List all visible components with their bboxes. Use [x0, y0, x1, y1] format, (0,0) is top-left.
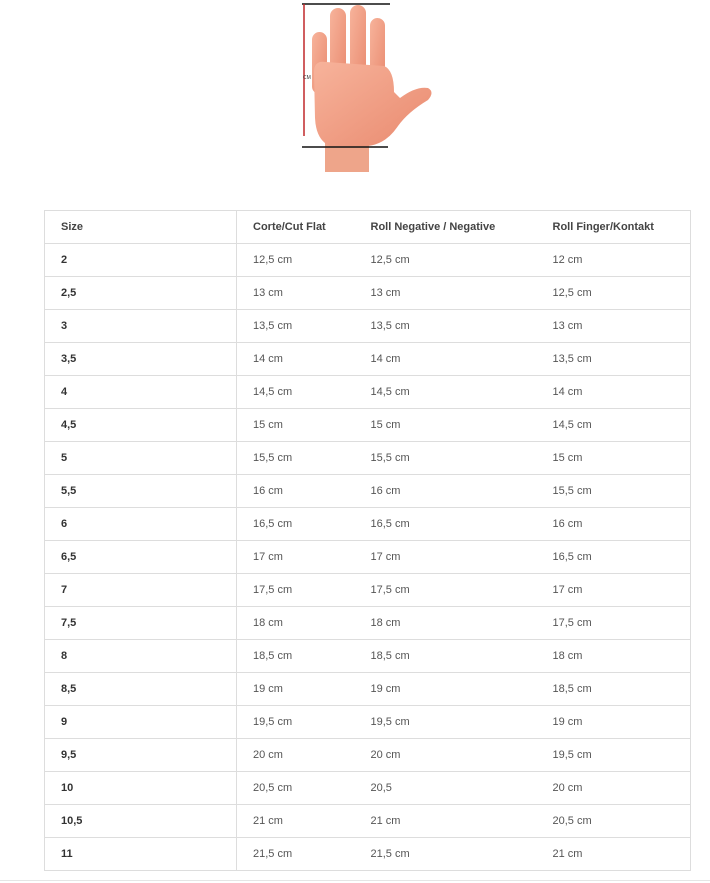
measurement-cell: 15,5 cm: [355, 442, 537, 475]
measurement-cell: 14 cm: [537, 376, 691, 409]
measurement-cell: 17 cm: [537, 574, 691, 607]
size-cell: 6,5: [45, 541, 237, 574]
size-cell: 2: [45, 244, 237, 277]
table-row: [45, 541, 691, 574]
measurement-cell: 17,5 cm: [237, 574, 355, 607]
measurement-cell: 12,5 cm: [355, 244, 537, 277]
size-cell: 7: [45, 574, 237, 607]
header-corte-cut-flat: Corte/Cut Flat: [237, 211, 355, 244]
measurement-cell: 15,5 cm: [237, 442, 355, 475]
measurement-cell: 14,5 cm: [537, 409, 691, 442]
measurement-cell: 21 cm: [237, 805, 355, 838]
size-cell: 11: [45, 838, 237, 871]
measurement-cell: 21 cm: [355, 805, 537, 838]
measurement-cell: 12,5 cm: [237, 244, 355, 277]
measurement-cell: 20 cm: [237, 739, 355, 772]
measurement-cell: 19,5 cm: [237, 706, 355, 739]
table-row: [45, 376, 691, 409]
size-cell: 2,5: [45, 277, 237, 310]
size-cell: 9: [45, 706, 237, 739]
table-row: [45, 706, 691, 739]
measurement-cell: 15 cm: [537, 442, 691, 475]
table-row: [45, 805, 691, 838]
header-roll-negative: Roll Negative / Negative: [355, 211, 537, 244]
measurement-cell: 21,5 cm: [355, 838, 537, 871]
measurement-cell: 18,5 cm: [237, 640, 355, 673]
table-row: [45, 508, 691, 541]
measurement-cell: 12,5 cm: [537, 277, 691, 310]
size-cell: 4,5: [45, 409, 237, 442]
measurement-cell: 19,5 cm: [537, 739, 691, 772]
measurement-cell: 19,5 cm: [355, 706, 537, 739]
size-cell: 5,5: [45, 475, 237, 508]
table-row: [45, 574, 691, 607]
measurement-cell: 12 cm: [537, 244, 691, 277]
bottom-divider: [0, 880, 710, 881]
measurement-cell: 16,5 cm: [237, 508, 355, 541]
measurement-cell: 14 cm: [237, 343, 355, 376]
measurement-cell: 21,5 cm: [237, 838, 355, 871]
header-size: Size: [45, 211, 237, 244]
measurement-cell: 15 cm: [237, 409, 355, 442]
measurement-cell: 20 cm: [355, 739, 537, 772]
table-row: [45, 838, 691, 871]
table-row: [45, 673, 691, 706]
measurement-cell: 18,5 cm: [537, 673, 691, 706]
measurement-cell: 14,5 cm: [237, 376, 355, 409]
measurement-cell: 15 cm: [355, 409, 537, 442]
size-cell: 5: [45, 442, 237, 475]
header-roll-finger-kontakt: Roll Finger/Kontakt: [537, 211, 691, 244]
measurement-cell: 20,5 cm: [537, 805, 691, 838]
measurement-cell: 13,5 cm: [537, 343, 691, 376]
measurement-cell: 18 cm: [237, 607, 355, 640]
measurement-cell: 17,5 cm: [537, 607, 691, 640]
hand-measurement-icon: [290, 0, 440, 176]
table-row: [45, 409, 691, 442]
measurement-cell: 14 cm: [355, 343, 537, 376]
measurement-cell: 13,5 cm: [237, 310, 355, 343]
measurement-cell: 13,5 cm: [355, 310, 537, 343]
measurement-cell: 20 cm: [537, 772, 691, 805]
size-chart-table: [44, 210, 691, 871]
measurement-cell: 17 cm: [237, 541, 355, 574]
measurement-cell: 14,5 cm: [355, 376, 537, 409]
table-row: [45, 475, 691, 508]
size-cell: 3,5: [45, 343, 237, 376]
size-cell: 8,5: [45, 673, 237, 706]
measurement-cell: 17,5 cm: [355, 574, 537, 607]
measurement-cell: 18,5 cm: [355, 640, 537, 673]
hand-measurement-figure: [290, 0, 440, 176]
table-row: [45, 343, 691, 376]
size-cell: 4: [45, 376, 237, 409]
measurement-cell: 18 cm: [537, 640, 691, 673]
measurement-cell: 20,5 cm: [237, 772, 355, 805]
measurement-cell: 19 cm: [355, 673, 537, 706]
table-row: [45, 244, 691, 277]
table-row: [45, 277, 691, 310]
table-row: [45, 640, 691, 673]
table-row: [45, 442, 691, 475]
measurement-cell: 16 cm: [537, 508, 691, 541]
size-cell: 3: [45, 310, 237, 343]
table-row: [45, 607, 691, 640]
size-cell: 10: [45, 772, 237, 805]
size-cell: 8: [45, 640, 237, 673]
measurement-cell: 19 cm: [537, 706, 691, 739]
measurement-cell: 13 cm: [537, 310, 691, 343]
measurement-cell: 16,5 cm: [355, 508, 537, 541]
measurement-cell: 19 cm: [237, 673, 355, 706]
measurement-cell: 21 cm: [537, 838, 691, 871]
measurement-cell: 16 cm: [237, 475, 355, 508]
measurement-cell: 17 cm: [355, 541, 537, 574]
table-row: [45, 310, 691, 343]
size-cell: 7,5: [45, 607, 237, 640]
size-cell: 10,5: [45, 805, 237, 838]
size-cell: 6: [45, 508, 237, 541]
measurement-cell: 20,5: [355, 772, 537, 805]
table-row: [45, 739, 691, 772]
measurement-cell: 18 cm: [355, 607, 537, 640]
measurement-cell: 13 cm: [355, 277, 537, 310]
measurement-cell: 13 cm: [237, 277, 355, 310]
measurement-cell: 16,5 cm: [537, 541, 691, 574]
measurement-cell: 15,5 cm: [537, 475, 691, 508]
measurement-cell: 16 cm: [355, 475, 537, 508]
table-header-row: [45, 211, 691, 244]
measure-label: CM: [303, 75, 311, 81]
table-row: [45, 772, 691, 805]
size-cell: 9,5: [45, 739, 237, 772]
